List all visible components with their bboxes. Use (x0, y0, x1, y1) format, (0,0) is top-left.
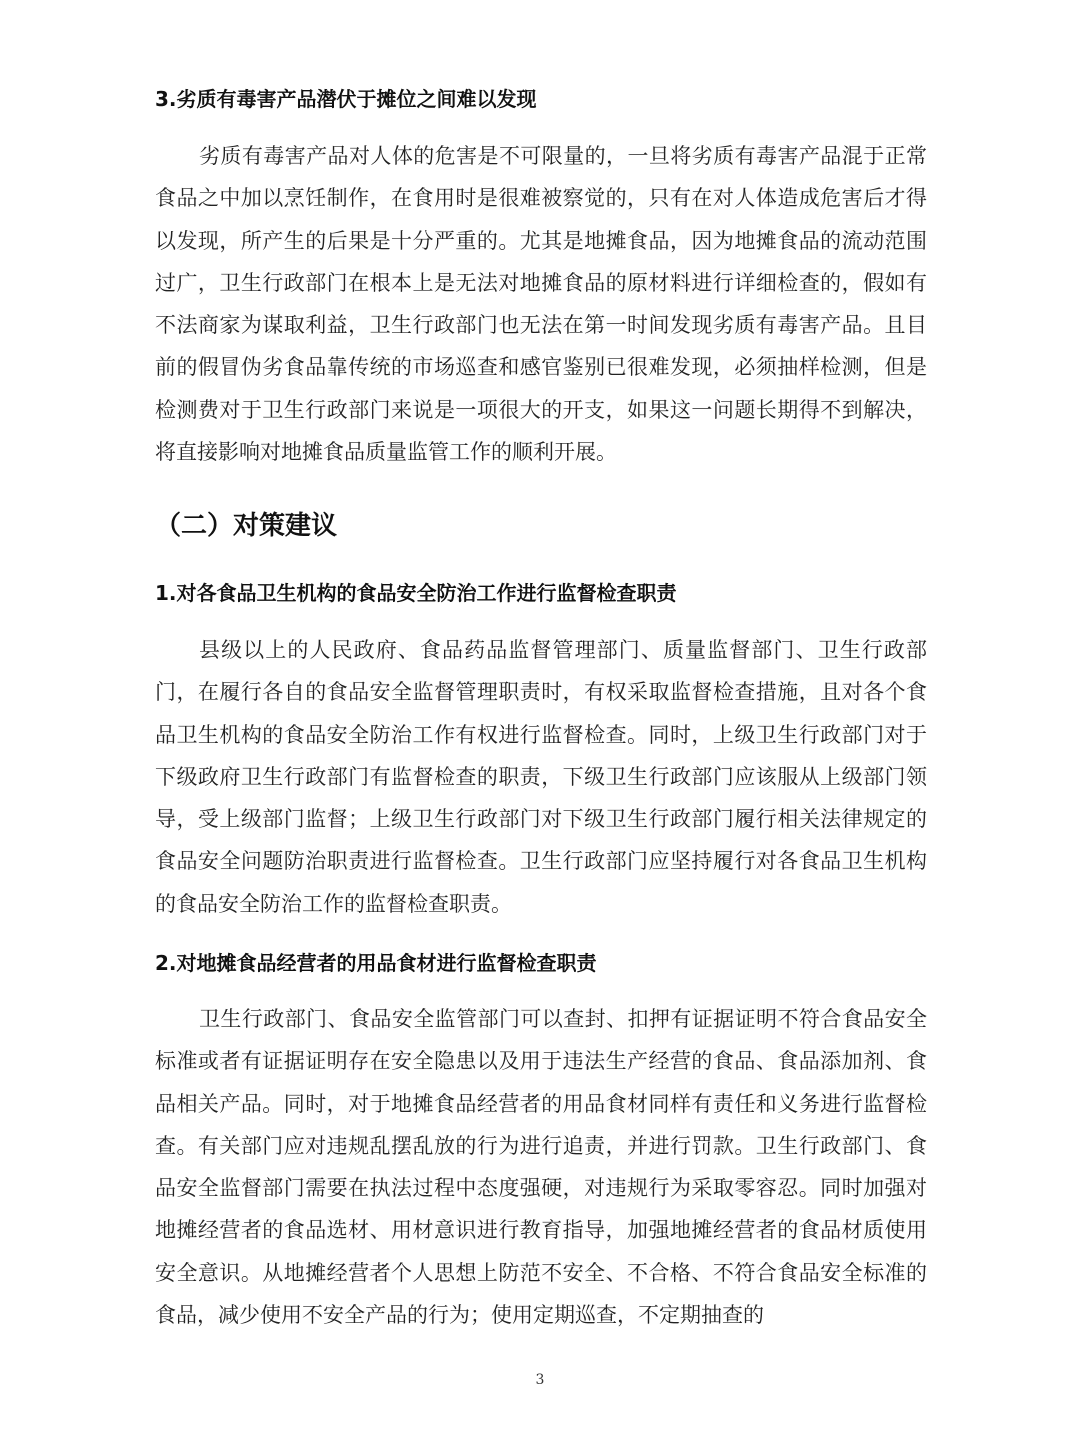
paragraph-supervision-vendors: 卫生行政部门、食品安全监管部门可以查封、扣押有证据证明不符合食品安全标准或者有证据证明存在安全隐患以及用于违法生产经营的食品、食品添加剂、食品相关产品。同时，对于地摊食品经营者的用品食材同样有责任和义务进行监督检查。有关部门应对违规乱摆乱放的行为进行追责，并进行罚款。卫生行政部门、食品安全监督部门需要在执法过程中态度强硬，对违规行为采取零容忍。同时加强对地摊经营者的食品选材、用材意识进行教育指导，加强地摊经营者的食品材质使用安全意识。从地摊经营者个人思想上防范不安全、不合格、不符合食品安全标准的食品，减少使用不安全产品的行为；使用定期巡查，不定期抽查的 (155, 1007, 927, 1328)
page-number: 3 (535, 1372, 545, 1388)
subsection-heading-3: 3.劣质有毒害产品潜伏于摊位之间难以发现 (155, 87, 537, 111)
subsection-heading-1: 1.对各食品卫生机构的食品安全防治工作进行监督检查职责 (155, 581, 677, 605)
paragraph-supervision-institutions: 县级以上的人民政府、食品药品监督管理部门、质量监督部门、卫生行政部门，在履行各自的食品安全监督管理职责时，有权采取监督检查措施，且对各个食品卫生机构的食品安全防治工作有权进行监督检查。同时，上级卫生行政部门对于下级政府卫生行政部门有监督检查的职责，下级卫生行政部门应该服从上级部门领导，受上级部门监督；上级卫生行政部门对下级卫生行政部门履行相关法律规定的食品安全问题防治职责进行监督检查。卫生行政部门应坚持履行对各食品卫生机构的食品安全防治工作的监督检查职责。 (155, 638, 927, 916)
document-page (155, 0, 927, 1440)
section-heading-countermeasures: （二）对策建议 (155, 511, 338, 541)
paragraph-toxic-products: 劣质有毒害产品对人体的危害是不可限量的，一旦将劣质有毒害产品混于正常食品之中加以烹饪制作，在食用时是很难被察觉的，只有在对人体造成危害后才得以发现，所产生的后果是十分严重的。尤其是地摊食品，因为地摊食品的流动范围过广，卫生行政部门在根本上是无法对地摊食品的原材料进行详细检查的，假如有不法商家为谋取利益，卫生行政部门也无法在第一时间发现劣质有毒害产品。且目前的假冒伪劣食品靠传统的市场巡查和感官鉴别已很难发现，必须抽样检测，但是检测费对于卫生行政部门来说是一项很大的开支，如果这一问题长期得不到解决，将直接影响对地摊食品质量监管工作的顺利开展。 (155, 144, 927, 465)
subsection-heading-2: 2.对地摊食品经营者的用品食材进行监督检查职责 (155, 951, 597, 975)
